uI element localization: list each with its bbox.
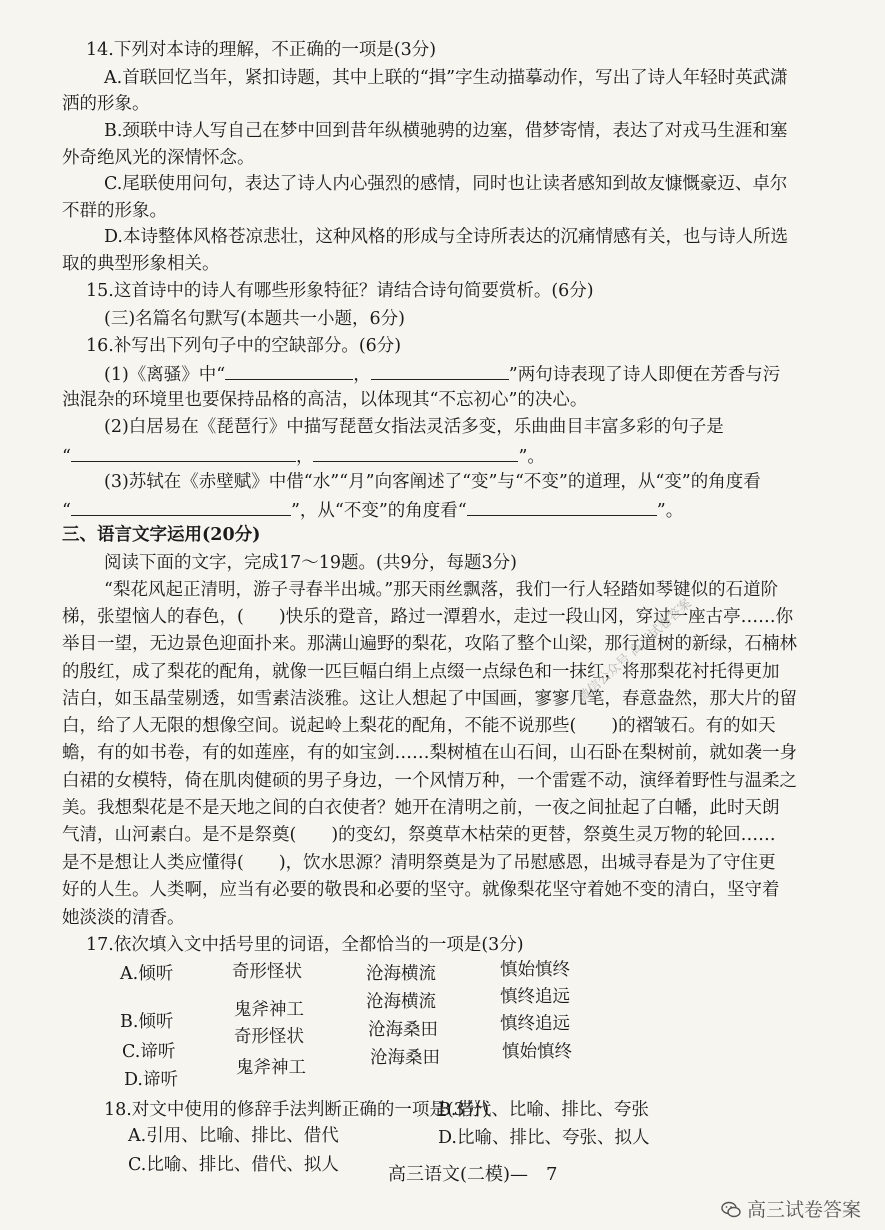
q17-option-d[interactable]: D.谛听: [124, 1070, 178, 1090]
q16-item1-line2: 浊混杂的环境里也要保持品格的高洁，以体现其“不忘初心”的决心。: [62, 390, 588, 410]
q14-option-d-line2: 取的典型形象相关。: [62, 254, 220, 274]
q16-item3-line1: (3)苏轼在《赤壁赋》中借“水”“月”向客阐述了“变”与“不变”的道理，从“变”的角度看: [104, 472, 761, 492]
q14-option-a-line1: A.首联回忆当年，紧扣诗题，其中上联的“揖”字生动描摹动作，写出了诗人年轻时英武潇: [104, 68, 788, 88]
q17-option-d-word4: 慎始慎终: [502, 1042, 572, 1062]
q17-option-c-word2: 奇形怪状: [234, 1027, 304, 1047]
page-footer: 高三语文(二模)— 7: [388, 1164, 558, 1185]
q16-item3-blank-1[interactable]: [71, 497, 291, 516]
q16-item3-close: ”。: [656, 501, 684, 521]
q16-item1-blank-1[interactable]: [225, 361, 353, 380]
q17-option-b-word2: 鬼斧神工: [234, 1000, 304, 1020]
passage-line: 她淡淡的清香。: [62, 908, 185, 928]
watermark: [721, 1195, 861, 1222]
q16-item2-line1: (2)白居易在《琵琶行》中描写琵琶女指法灵活多变，乐曲曲目丰富多彩的句子是: [104, 417, 724, 437]
q16-item2-open-quote: “: [62, 447, 71, 467]
q18-option-a[interactable]: A.引用、比喻、排比、借代: [128, 1126, 339, 1146]
q15-title: 15.这首诗中的诗人有哪些形象特征？请结合诗句简要赏析。(6分): [86, 281, 594, 301]
q18-option-d[interactable]: D.比喻、排比、夸张、拟人: [438, 1128, 650, 1148]
passage-line: 洁白，如玉晶莹剔透，如雪素洁淡雅。这让人想起了中国画，寥寥几笔，春意盎然，那大片的留: [62, 689, 797, 709]
passage-line: 白，给了人无限的想像空间。说起岭上梨花的配角，不能不说那些( )的褶皱石。有的如天: [62, 716, 776, 736]
q17-option-a[interactable]: A.倾听: [120, 964, 174, 984]
q16-title: 16.补写出下列句子中的空缺部分。(6分): [86, 336, 402, 356]
wechat-icon: [721, 1201, 741, 1219]
passage-line: 美。我想梨花是不是天地之间的白衣使者？她开在清明之前，一夜之间扯起了白幡，此时天朗: [62, 798, 780, 818]
q17-option-b[interactable]: B.倾听: [120, 1012, 174, 1032]
passage-line: 蟾，有的如书卷，有的如莲座，有的如宝剑……梨树植在山石间，山石卧在梨树前，就如袭一身: [62, 743, 797, 763]
passage-line: 好的人生。人类啊，应当有必要的敬畏和必要的坚守。就像梨花坚守着她不变的清白，坚守着: [62, 880, 780, 900]
q17-option-c-word3: 沧海桑田: [368, 1020, 438, 1040]
passage-line: “梨花风起正清明，游子寻春半出城。”那天雨丝飘落，我们一行人轻踏如琴键似的石道阶: [104, 580, 779, 600]
q16-item3-line2: [62, 497, 683, 523]
q14-option-c-line2: 不群的形象。: [62, 201, 167, 221]
passage-line: 举目一望，无边景色迎面扑来。那满山遍野的梨花，攻陷了整个山梁，那行道树的新绿，石楠林: [62, 634, 797, 654]
passage-line: 梯，张望恼人的春色，( )快乐的跫音，路过一潭碧水，走过一段山冈，穿过一座古亭……你: [62, 607, 794, 627]
diagonal-stamp: 微信公众号 高三试卷答案: [575, 596, 695, 706]
q16-item1-comma: ，: [353, 365, 371, 385]
q17-option-a-word2: 奇形怪状: [232, 962, 302, 982]
q17-option-c[interactable]: C.谛听: [122, 1042, 176, 1062]
q16-item1-suffix: ”两句诗表现了诗人即便在芳香与污: [508, 365, 781, 385]
part-3-heading: 三、语言文字运用(20分): [62, 525, 261, 545]
q17-option-d-word2: 鬼斧神工: [236, 1058, 306, 1078]
q14-option-c-line1: C.尾联使用问句，表达了诗人内心强烈的感情，同时也让读者感知到故友慷慨豪迈、卓尔: [104, 174, 788, 194]
q17-option-d-word3: 沧海桑田: [370, 1048, 440, 1068]
watermark-text: 高三试卷答案: [746, 1199, 861, 1221]
q16-item1-prefix: (1)《离骚》中“: [104, 365, 226, 385]
q17-option-c-word4: 慎终追远: [500, 1014, 570, 1034]
q16-item3-blank-2[interactable]: [467, 497, 657, 516]
q16-item1-blank-2[interactable]: [371, 361, 509, 380]
q14-title: 14.下列对本诗的理解，不正确的一项是(3分): [86, 40, 437, 60]
passage-line: 是不是想让人类应懂得( )，饮水思源？清明祭奠是为了吊慰感恩，出城寻春是为了守住更: [62, 853, 776, 873]
q14-option-d-line1: D.本诗整体风格苍凉悲壮，这种风格的形成与全诗所表达的沉痛情感有关，也与诗人所选: [104, 227, 788, 247]
q14-option-a-line2: 洒的形象。: [62, 94, 150, 114]
q14-option-b-line2: 外奇绝风光的深情怀念。: [62, 148, 255, 168]
q16-item2-comma: ，: [295, 447, 314, 467]
q18-option-c[interactable]: C.比喻、排比、借代、拟人: [128, 1155, 339, 1175]
q14-option-b-line1: B.颈联中诗人写自己在梦中回到昔年纵横驰骋的边塞，借梦寄情，表达了对戎马生涯和塞: [104, 121, 788, 141]
section-3-title: (三)名篇名句默写(本题共一小题，6分): [104, 309, 405, 329]
q16-item2-close: ”。: [518, 447, 545, 467]
q16-item1-line1: [104, 361, 780, 387]
q17-option-a-word4: 慎始慎终: [500, 960, 570, 980]
q18-title: 18.对文中使用的修辞手法判断正确的一项是(3分): [104, 1100, 490, 1120]
q17-option-b-word4: 慎终追远: [500, 987, 570, 1007]
q16-item2-blank-2[interactable]: [313, 443, 518, 462]
q16-item3-mid: ”，从“不变”的角度看“: [290, 501, 467, 521]
q16-item2-blank-1[interactable]: [71, 443, 296, 462]
q17-option-a-word3: 沧海横流: [366, 964, 436, 984]
passage-line: 气清，山河素白。是不是祭奠( )的变幻，祭奠草木枯荣的更替，祭奠生灵万物的轮回……: [62, 825, 776, 845]
q16-item2-line2: [62, 443, 545, 469]
q16-item3-open-quote: “: [62, 501, 71, 521]
q17-title: 17.依次填入文中括号里的词语，全都恰当的一项是(3分): [86, 935, 524, 955]
part-3-intro: 阅读下面的文字，完成17～19题。(共9分，每题3分): [104, 553, 517, 573]
passage-line: 的殷红，成了梨花的配角，就像一匹巨幅白绢上点缀一点绿色和一抹红，将那梨花衬托得更加: [62, 662, 780, 682]
q18-option-b[interactable]: B.借代、比喻、排比、夸张: [438, 1100, 649, 1120]
passage-line: 白裙的女模特，倚在肌肉健硕的男子身边，一个风情万种，一个雷霆不动，演绎着野性与温柔之: [62, 771, 797, 791]
q17-option-b-word3: 沧海横流: [366, 992, 436, 1012]
